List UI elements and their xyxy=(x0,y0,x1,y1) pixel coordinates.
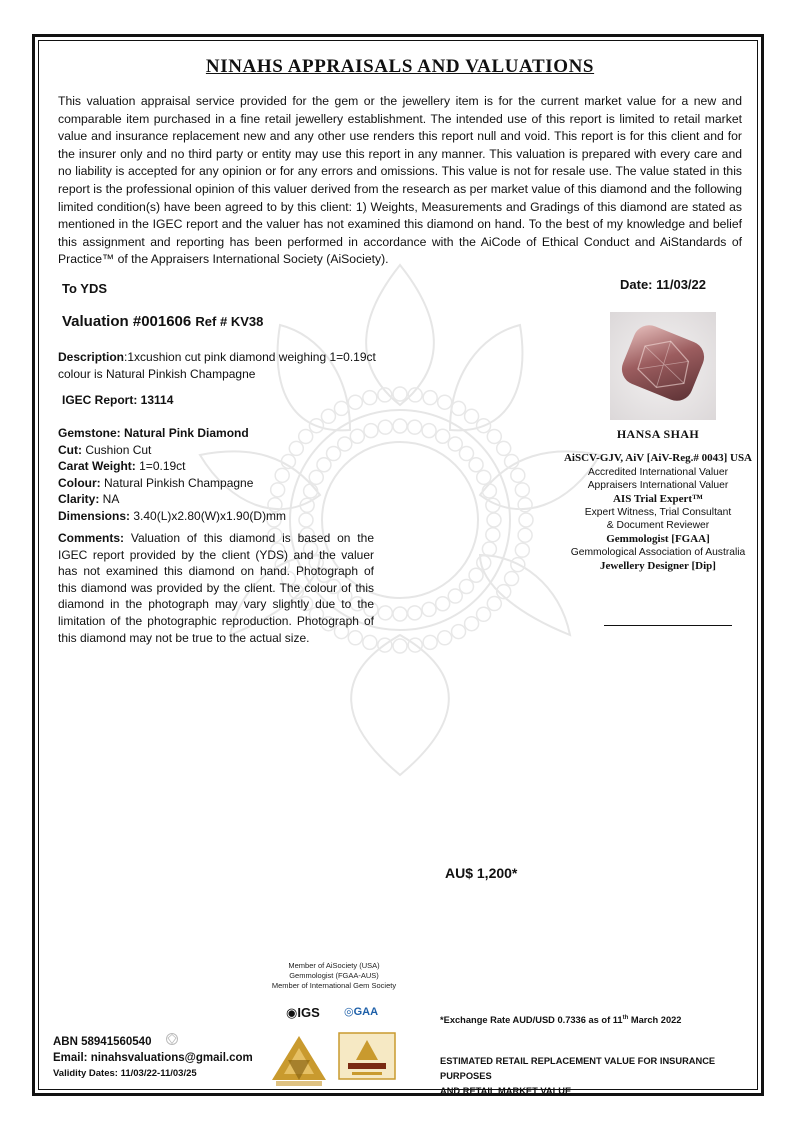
watermark-pearl xyxy=(348,395,362,409)
signature-line xyxy=(604,625,732,626)
watermark-pearl xyxy=(465,617,479,631)
watermark-pearl xyxy=(518,528,532,542)
watermark-pearl xyxy=(519,513,533,527)
appraiser-line: Gemmological Association of Australia xyxy=(570,547,746,559)
watermark-pearl xyxy=(438,631,452,645)
gaa-logo: ◎GAA xyxy=(344,1006,379,1018)
watermark-pearl xyxy=(422,602,436,616)
watermark-pearl xyxy=(477,607,491,621)
watermark-pearl xyxy=(334,401,348,415)
igec-report: IGEC Report: 13114 xyxy=(62,393,174,407)
spec-carat: Carat Weight: 1=0.19ct xyxy=(58,459,186,474)
watermark-pearl xyxy=(408,606,422,620)
valuation-ref: Ref # KV38 xyxy=(195,314,264,329)
membership-line: Gemmologist (FGAA-AUS) xyxy=(289,971,379,980)
diamond-photo xyxy=(610,312,716,420)
watermark-pearl xyxy=(378,606,392,620)
watermark-pearl xyxy=(423,635,437,649)
appraiser-credential: AIS Trial Expert™ xyxy=(612,492,704,505)
watermark-pearl xyxy=(393,387,407,401)
watermark-pearl xyxy=(459,447,473,461)
watermark-pearl xyxy=(515,483,529,497)
description xyxy=(58,349,388,383)
watermark-pearl xyxy=(511,468,525,482)
description-label: Description xyxy=(58,350,125,364)
igs-gem-icon: ◉ xyxy=(286,1005,298,1020)
watermark-pearl xyxy=(487,513,501,527)
watermark-pearl xyxy=(497,441,511,455)
estimated-value-note: ESTIMATED RETAIL REPLACEMENT VALUE FOR INSURANCE PURPOSES AND RETAIL MARKET VALUE xyxy=(440,1056,716,1096)
report-date: Date: 11/03/22 xyxy=(620,277,707,292)
watermark-pearl xyxy=(487,429,501,443)
watermark-pearl xyxy=(393,419,407,433)
watermark-pearl xyxy=(438,395,452,409)
watermark-pearl xyxy=(436,597,450,611)
appraiser-line: & Document Reviewer xyxy=(606,520,710,532)
watermark-pearl xyxy=(486,528,500,542)
watermark-pearl xyxy=(393,607,407,621)
watermark-pearl xyxy=(487,597,501,611)
comments-label: Comments: xyxy=(58,531,125,545)
watermark-pearl xyxy=(363,391,377,405)
appraiser-line: Appraisers International Valuer xyxy=(587,480,729,492)
spec-dimensions: Dimensions: 3.40(L)x2.80(W)x1.90(D)mm xyxy=(58,508,287,523)
watermark-pearl xyxy=(436,429,450,443)
watermark-pearl xyxy=(459,579,473,593)
watermark-pearl xyxy=(422,424,436,438)
contact-email: Email: ninahsvaluations@gmail.com xyxy=(53,1052,253,1064)
appraiser-credential: AiSCV-GJV, AiV [AiV-Reg.# 0043] USA xyxy=(563,452,753,465)
comments-text: Valuation of this diamond is based on the IGEC report provided by the client (YDS) and the valuer has not examined this diamond on hand. Photograph of this diamond was provided by the client. The colour of this diamond in the photograph may vary slightly due to the limitation of the photographic reproduction. Photograph of this diamond may not be true to the actual size. xyxy=(58,531,374,645)
appraiser-credential: Gemmologist [FGAA] xyxy=(606,532,710,545)
watermark-pearl xyxy=(469,568,483,582)
gem-specs xyxy=(58,425,388,525)
report-title: NINAHS APPRAISALS AND VALUATIONS xyxy=(205,56,595,77)
igs-logo: ◉IGS xyxy=(286,1005,320,1020)
watermark-pearl xyxy=(452,401,466,415)
watermark-pearl xyxy=(321,409,335,423)
aisociety-logo-icon xyxy=(266,1030,332,1088)
watermark-pearl xyxy=(448,437,462,451)
membership-line: Member of AiSociety (USA) xyxy=(288,961,380,970)
comments xyxy=(58,530,374,646)
description-text: :1xcushion cut pink diamond weighing 1=0.19ct colour is Natural Pinkish Champagne xyxy=(58,350,376,381)
watermark-pearl xyxy=(482,542,496,556)
watermark-pearl xyxy=(469,458,483,472)
valuation-number xyxy=(62,313,263,330)
watermark-pearl xyxy=(408,420,422,434)
validity-dates: Validity Dates: 11/03/22-11/03/25 xyxy=(53,1068,197,1079)
watermark-pearl xyxy=(505,572,519,586)
hansa-shah-logo-icon xyxy=(338,1032,396,1080)
gaa-circle-icon: ◎ xyxy=(344,1006,354,1018)
valuation-price: AU$ 1,200* xyxy=(445,865,518,881)
watermark-pearl xyxy=(423,391,437,405)
watermark-pearl xyxy=(393,639,407,653)
appraiser-block xyxy=(540,428,776,573)
membership-line: Member of International Gem Society xyxy=(271,981,397,990)
watermark-pearl xyxy=(477,556,491,570)
exchange-rate: *Exchange Rate AUD/USD 0.7336 as of 11th March 2022 xyxy=(440,1015,682,1026)
watermark-pearl xyxy=(448,589,462,603)
spec-clarity: Clarity: NA xyxy=(58,492,120,507)
appraiser-name: HANSA SHAH xyxy=(616,427,700,441)
appraiser-credential: Jewellery Designer [Dip] xyxy=(600,559,716,572)
diamond-outline-icon xyxy=(165,1032,179,1046)
watermark-pearl xyxy=(477,470,491,484)
intro-paragraph: This valuation appraisal service provided for the gem or the jewellery item is for the current market value for a new and comparable item purchased in a fine retail jewellery establishment. The intended use of this report is limited to retail market value and insurance replacement new and any other use renders this report null and void. This report is for this client and for the insurer only and no third party or entity may use this report in any manner. This valuation is prepared with every care and no liability is accepted for any opinion or for any errors and omissions. This value is not for resale use. The value stated in this report is the professional opinion of this valuer derived from the research as per market value of this diamond and the following limited condition(s) have been agreed to by this client: 1) Weights, Measurements and Gradings of this diamond are stated as mentioned in the IGEC report and the valuer has not examined this diamond on hand. To the best of my knowledge and belief this assignment and reporting has been performed in accordance with the AiCode of Ethical Conduct and AiStandards of Practice™ of the Appraisers International Society (AiSociety). xyxy=(58,94,742,267)
abn-number: ABN 58941560540 xyxy=(53,1036,152,1048)
appraiser-line: Accredited International Valuer xyxy=(587,466,729,478)
watermark-pearl xyxy=(465,409,479,423)
spec-gemstone: Gemstone: Natural Pink Diamond xyxy=(58,426,249,440)
appraiser-line: Expert Witness, Trial Consultant xyxy=(584,507,732,519)
spec-colour: Colour: Natural Pinkish Champagne xyxy=(58,475,254,490)
client-line: To YDS xyxy=(62,281,108,296)
watermark-pearl xyxy=(515,543,529,557)
valuation-id: Valuation #001606 xyxy=(62,313,192,330)
watermark-pearl xyxy=(482,484,496,498)
spec-cut: Cut: Cushion Cut xyxy=(58,442,152,457)
memberships xyxy=(255,961,413,991)
watermark-pearl xyxy=(452,625,466,639)
